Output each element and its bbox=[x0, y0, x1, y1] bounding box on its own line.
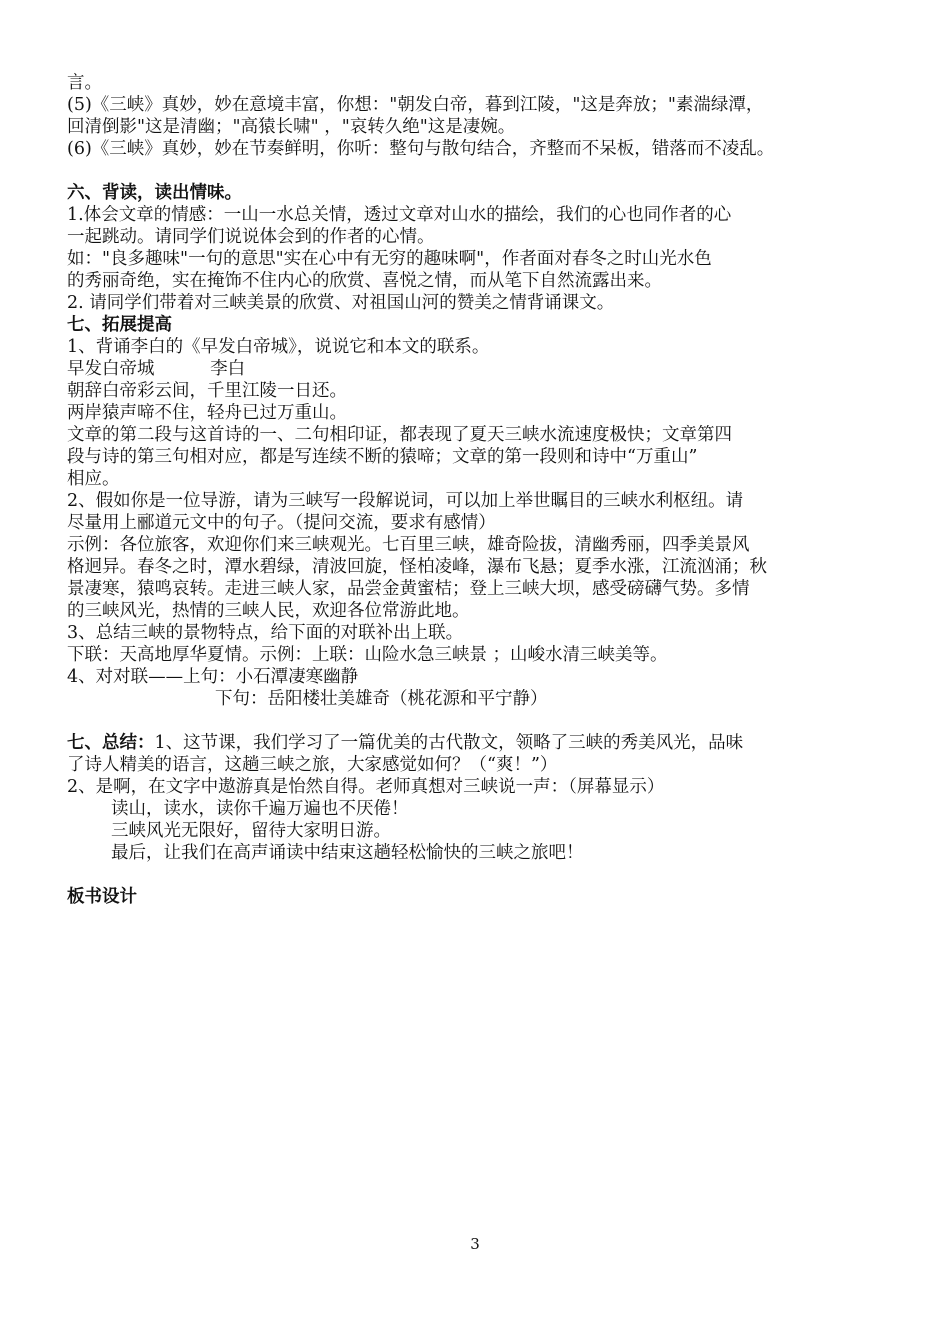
summary-text: 1、这节课，我们学习了一篇优美的古代散文，领略了三峡的秀美风光，品味 bbox=[154, 733, 744, 753]
text-line: 了诗人精美的语言，这趟三峡之旅，大家感觉如何？（“爽！”） bbox=[67, 755, 558, 775]
summary-label: 七、总结： bbox=[67, 733, 155, 753]
poem-line: 朝辞白帝彩云间，千里江陵一日还。 bbox=[67, 381, 347, 401]
indented-line: 三峡风光无限好，留待大家明日游。 bbox=[111, 821, 391, 841]
spacer bbox=[67, 160, 897, 182]
text-line: 言。 bbox=[67, 73, 102, 93]
text-line: 1、背诵李白的《早发白帝城》，说说它和本文的联系。 bbox=[67, 337, 490, 357]
text-line: 一起跳动。请同学们说说体会到的作者的心情。 bbox=[67, 227, 435, 247]
couplet-second-line: 下句：岳阳楼壮美雄奇（桃花源和平宁静） bbox=[215, 689, 548, 709]
poem-title-line: 早发白帝城 李白 bbox=[67, 359, 246, 379]
page-number: 3 bbox=[470, 1235, 480, 1253]
section-heading-6: 六、背读，读出情味。 bbox=[67, 183, 242, 203]
text-line: 2、假如你是一位导游，请为三峡写一段解说词，可以加上举世瞩目的三峡水利枢纽。请 bbox=[67, 491, 744, 511]
text-line: 文章的第二段与这首诗的一、二句相印证，都表现了夏天三峡水流速度极快；文章第四 bbox=[67, 425, 732, 445]
text-line: 下联：天高地厚华夏情。示例：上联：山险水急三峡景 ；山峻水清三峡美等。 bbox=[67, 645, 668, 665]
poem-line: 两岸猿声啼不住，轻舟已过万重山。 bbox=[67, 403, 347, 423]
text-line: 的三峡风光，热情的三峡人民，欢迎各位常游此地。 bbox=[67, 601, 470, 621]
text-line: 段与诗的第三句相对应，都是写连续不断的猿啼；文章的第一段则和诗中“万重山” bbox=[67, 447, 698, 467]
indented-line: 读山，读水，读你千遍万遍也不厌倦！ bbox=[111, 799, 409, 819]
board-design-heading: 板书设计 bbox=[67, 887, 137, 907]
spacer bbox=[67, 710, 897, 732]
spacer bbox=[67, 864, 897, 886]
text-line: 1.体会文章的情感：一山一水总关情，透过文章对山水的描绘，我们的心也同作者的心 bbox=[67, 205, 732, 225]
summary-first-line bbox=[67, 732, 897, 754]
text-line: (6)《三峡》真妙，妙在节奏鲜明，你听：整句与散句结合，齐整而不呆板，错落而不凌乱。 bbox=[67, 139, 775, 159]
text-line: 景凄寒，猿鸣哀转。走进三峡人家，品尝金黄蜜桔；登上三峡大坝，感受磅礴气势。多情 bbox=[67, 579, 750, 599]
text-line: (5)《三峡》真妙，妙在意境丰富，你想："朝发白帝，暮到江陵，"这是奔放；"素湍绿潭， bbox=[67, 95, 764, 115]
text-line: 格迥异。春冬之时，潭水碧绿，清波回旋，怪柏凌峰，瀑布飞悬；夏季水涨，江流汹涌；秋 bbox=[67, 557, 767, 577]
section-heading-7: 七、拓展提高 bbox=[67, 315, 172, 335]
couplet-first-line: 4、对对联——上句：小石潭凄寒幽静 bbox=[67, 667, 359, 687]
text-line: 2、是啊，在文字中遨游真是怡然自得。老师真想对三峡说一声：（屏幕显示） bbox=[67, 777, 665, 797]
text-line: 尽量用上郦道元文中的句子。（提问交流，要求有感情） bbox=[67, 513, 496, 533]
text-line: 回清倒影"这是清幽；"高猿长啸" ，"哀转久绝"这是凄婉。 bbox=[67, 117, 516, 137]
text-line: 2. 请同学们带着对三峡美景的欣赏、对祖国山河的赞美之情背诵课文。 bbox=[67, 293, 615, 313]
text-line: 示例：各位旅客，欢迎你们来三峡观光。七百里三峡，雄奇险拔，清幽秀丽，四季美景风 bbox=[67, 535, 750, 555]
text-line: 的秀丽奇绝，实在掩饰不住内心的欣赏、喜悦之情，而从笔下自然流露出来。 bbox=[67, 271, 662, 291]
indented-line: 最后，让我们在高声诵读中结束这趟轻松愉快的三峡之旅吧！ bbox=[111, 843, 584, 863]
text-line: 如："良多趣味"一句的意思"实在心中有无穷的趣味啊"，作者面对春冬之时山光水色 bbox=[67, 249, 712, 269]
document-body bbox=[67, 72, 897, 908]
text-line: 3、总结三峡的景物特点，给下面的对联补出上联。 bbox=[67, 623, 464, 643]
text-line: 相应。 bbox=[67, 469, 120, 489]
